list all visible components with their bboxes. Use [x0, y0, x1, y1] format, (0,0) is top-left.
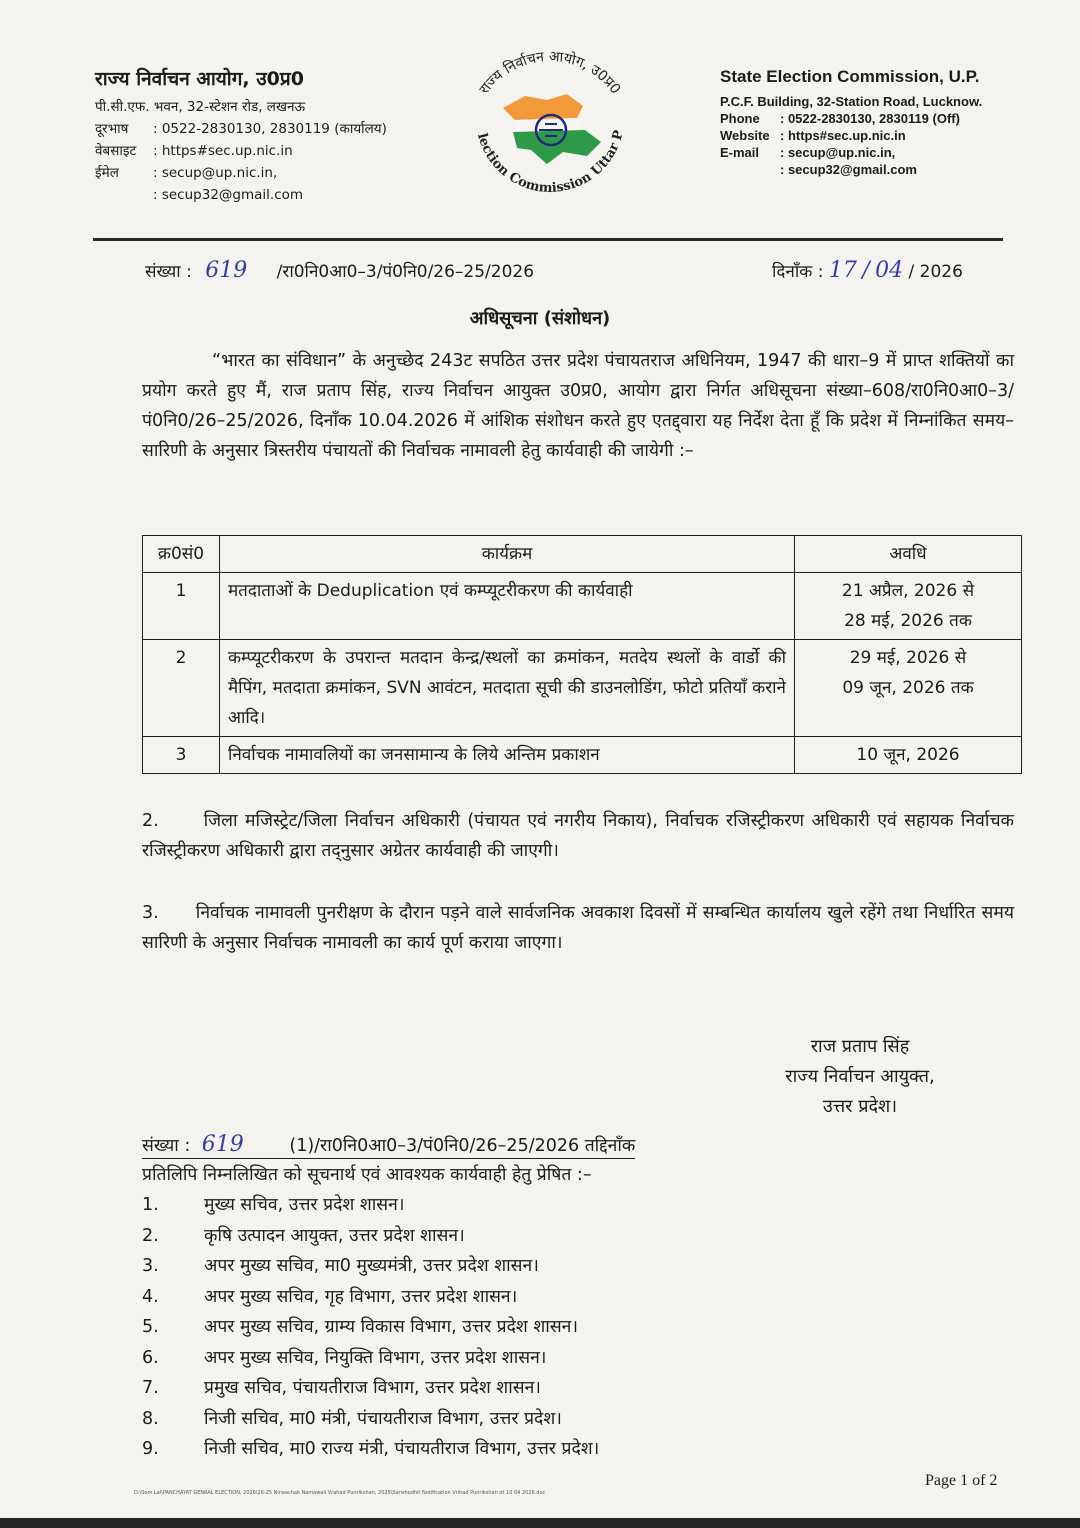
row-sno: 3: [143, 737, 220, 774]
phone-label-english: Phone: [720, 111, 760, 126]
commission-name-english: State Election Commission, U.P.: [720, 67, 980, 86]
email-value-1-english: : secup@up.nic.in,: [780, 145, 896, 160]
period-to: 28 मई, 2026 तक: [844, 611, 972, 631]
scan-edge: [0, 1518, 1080, 1528]
logo-english-text: lection Commission Uttar P: [474, 128, 627, 197]
address-english: P.C.F. Building, 32-Station Road, Lucknow.: [720, 94, 983, 109]
list-item: 2. कृषि उत्पादन आयुक्त, उत्तर प्रदेश शासन।: [142, 1225, 465, 1246]
website-label-english: Website: [720, 128, 770, 143]
email-row-2-hindi: [95, 184, 387, 206]
website-row-english: [720, 127, 982, 144]
email-value-2-hindi: : secup32@gmail.com: [153, 187, 304, 203]
reference-label: संख्या :: [145, 262, 192, 282]
svg-text:राज्य निर्वाचन आयोग, उ0प्र0: [477, 49, 624, 98]
phone-value-english: : 0522-2830130, 2830119 (Off): [780, 111, 960, 126]
header-sno: क्र0सं0: [143, 536, 220, 573]
website-value-hindi: : https#sec.up.nic.in: [153, 143, 293, 159]
list-item: 1. मुख्य सचिव, उत्तर प्रदेश शासन।: [142, 1195, 405, 1215]
intro-paragraph: “भारत का संविधान” के अनुच्छेद 243ट सपठित उत्तर प्रदेश पंचायतराज अधिनियम, 1947 की धारा–9 में प्राप्त शक्तियों का प्रयोग करते हुए मैं, राज प्रताप सिंह, राज्य निर्वाचन आयुक्त उ0प्र0, आयोग द्वारा निर्गत अधिसूचना संख्या–608/रा0नि0आ0–3/पं0नि0/26–25/2026, दिनाँक 10.04.2026 में आंशिक संशोधन करते हुए एतद्द्वारा यह निर्देश देता हूँ कि प्रदेश में निम्नांकित समय–सारिणी के अनुसार त्रिस्तरीय पंचायतों की निर्वाचक नामावली हेतु कार्यवाही की जायेगी :–: [142, 351, 1014, 461]
footer-file-path: D:\Som Lal\PANCHAYAT GENRAL ELECTION, 2026\26-25 Nirwachak Namawali Vrahad Punrikshan, 2025\Sanshodhit Notification Vrihad Punrikshan dt 10 04 2026.doc: [134, 1490, 546, 1496]
date-year: / 2026: [908, 262, 963, 282]
row-period: [795, 640, 1022, 737]
website-label-hindi: वेबसाइट: [95, 143, 137, 159]
row-activity: कम्प्यूटरीकरण के उपरान्त मतदान केन्द्र/स्थलों का क्रमांकन, मतदेय स्थलों के वार्डो की मैपिंग, मतदाता क्रमांकन, SVN आवंटन, मतदाता सूची की डाउनलोडिंग, फोटो प्रतियाँ कराने आदि।: [220, 640, 795, 737]
email-label-english: E-mail: [720, 145, 760, 160]
row-period: [795, 573, 1022, 640]
email-value-2-english: : secup32@gmail.com: [780, 162, 917, 177]
header-english: [720, 68, 982, 178]
list-item: 9. निजी सचिव, मा0 राज्य मंत्री, पंचायतीराज विभाग, उत्तर प्रदेश।: [142, 1439, 600, 1459]
email-row-2-english: [720, 161, 982, 178]
website-row-hindi: [95, 140, 387, 162]
notification-title: अधिसूचना (संशोधन): [469, 308, 611, 329]
row-activity: मतदाताओं के Deduplication एवं कम्प्यूटरीकरण की कार्यवाही: [220, 573, 795, 640]
row-sno: 1: [143, 573, 220, 640]
period-from: 10 जून, 2026: [856, 745, 960, 765]
row-sno: 2: [143, 640, 220, 737]
copy-reference-suffix: (1)/रा0नि0आ0–3/पं0नि0/26–25/2026 तद्दिनाँक: [289, 1136, 636, 1156]
phone-row-english: [720, 110, 982, 127]
list-item: 3. अपर मुख्य सचिव, मा0 मुख्यमंत्री, उत्तर प्रदेश शासन।: [142, 1256, 539, 1276]
table-row: [143, 573, 1022, 640]
table-row: [143, 737, 1022, 774]
date-label: दिनाँक :: [772, 262, 824, 282]
copy-intro: प्रतिलिपि निम्नलिखित को सूचनार्थ एवं आवश्यक कार्यवाही हेतु प्रेषित :–: [142, 1165, 592, 1185]
copy-reference-number: 619: [201, 1132, 244, 1157]
list-item: 8. निजी सचिव, मा0 मंत्री, पंचायतीराज विभाग, उत्तर प्रदेश।: [142, 1408, 562, 1429]
phone-value-hindi: : 0522-2830130, 2830119 (कार्यालय): [153, 121, 387, 137]
header-period: अवधि: [795, 536, 1022, 573]
recipient-list: [142, 1190, 599, 1465]
copy-reference: [142, 1132, 635, 1159]
signatory-name: राज प्रताप सिंह: [810, 1036, 910, 1057]
phone-label-hindi: दूरभाष: [95, 121, 129, 137]
address-hindi: पी.सी.एफ. भवन, 32-स्टेशन रोड, लखनऊ: [95, 99, 306, 115]
row-activity: निर्वाचक नामावलियों का जनसामान्य के लिये अन्तिम प्रकाशन: [220, 737, 795, 774]
copy-reference-label: संख्या :: [142, 1136, 191, 1156]
commission-logo: [455, 38, 645, 223]
commission-name-hindi: राज्य निर्वाचन आयोग, उ0प्र0: [95, 68, 304, 90]
signature-block: [740, 1032, 980, 1122]
notification-date: दिनाँक : 17 / 04 / 2026: [772, 258, 963, 283]
phone-row-hindi: [95, 118, 387, 140]
point-2-paragraph: 2. जिला मजिस्ट्रेट/जिला निर्वाचन अधिकारी (पंचायत एवं नगरीय निकाय), निर्वाचक रजिस्ट्रीकरण अधिकारी एवं सहायक निर्वाचक रजिस्ट्रीकरण अधिकारी द्वारा तद्नुसार अग्रेतर कार्यवाही की जाएगी।: [142, 811, 1020, 861]
reference-suffix: /रा0नि0आ0–3/पं0नि0/26–25/2026: [276, 262, 535, 282]
table-header-row: [143, 536, 1022, 573]
table-row: [143, 640, 1022, 737]
schedule-table: [142, 535, 1022, 774]
period-from: 29 मई, 2026 से: [849, 648, 967, 668]
website-value-english: : https#sec.up.nic.in: [780, 128, 906, 143]
row-period: [795, 737, 1022, 774]
signatory-state: उत्तर प्रदेश।: [822, 1096, 898, 1117]
reference-number: [145, 258, 534, 283]
period-from: 21 अप्रैल, 2026 से: [841, 581, 975, 601]
period-to: 09 जून, 2026 तक: [842, 678, 974, 698]
email-value-1-hindi: : secup@up.nic.in,: [153, 165, 278, 181]
header-divider: [93, 238, 1003, 241]
header-hindi: [95, 68, 387, 206]
logo-hindi-text: राज्य निर्वाचन आयोग, उ0प्र0: [476, 48, 624, 98]
email-row-hindi: [95, 162, 387, 184]
email-label-hindi: ईमेल: [95, 165, 119, 181]
point-3-paragraph: 3. निर्वाचक नामावली पुनरीक्षण के दौरान पड़ने वाले सार्वजनिक अवकाश दिवसों में सम्बन्धित कार्यालय खुले रहेंगे तथा निर्धारित समय सारिणी के अनुसार निर्वाचक नामावली का कार्य पूर्ण कराया जाएगा।: [142, 903, 1020, 953]
header-activity: कार्यक्रम: [220, 536, 795, 573]
page-number: Page 1 of 2: [925, 1472, 998, 1489]
date-day: 17: [828, 258, 857, 283]
list-item: 5. अपर मुख्य सचिव, ग्राम्य विकास विभाग, उत्तर प्रदेश शासन।: [142, 1317, 579, 1337]
list-item: 7. प्रमुख सचिव, पंचायतीराज विभाग, उत्तर प्रदेश शासन।: [142, 1378, 541, 1398]
date-month: 04: [875, 258, 904, 283]
email-row-english: [720, 144, 982, 161]
reference-handwritten-number: 619: [205, 258, 248, 283]
signatory-designation: राज्य निर्वाचन आयुक्त,: [785, 1066, 935, 1087]
list-item: 4. अपर मुख्य सचिव, गृह विभाग, उत्तर प्रदेश शासन।: [142, 1286, 518, 1307]
list-item: 6. अपर मुख्य सचिव, नियुक्ति विभाग, उत्तर प्रदेश शासन।: [142, 1347, 547, 1368]
